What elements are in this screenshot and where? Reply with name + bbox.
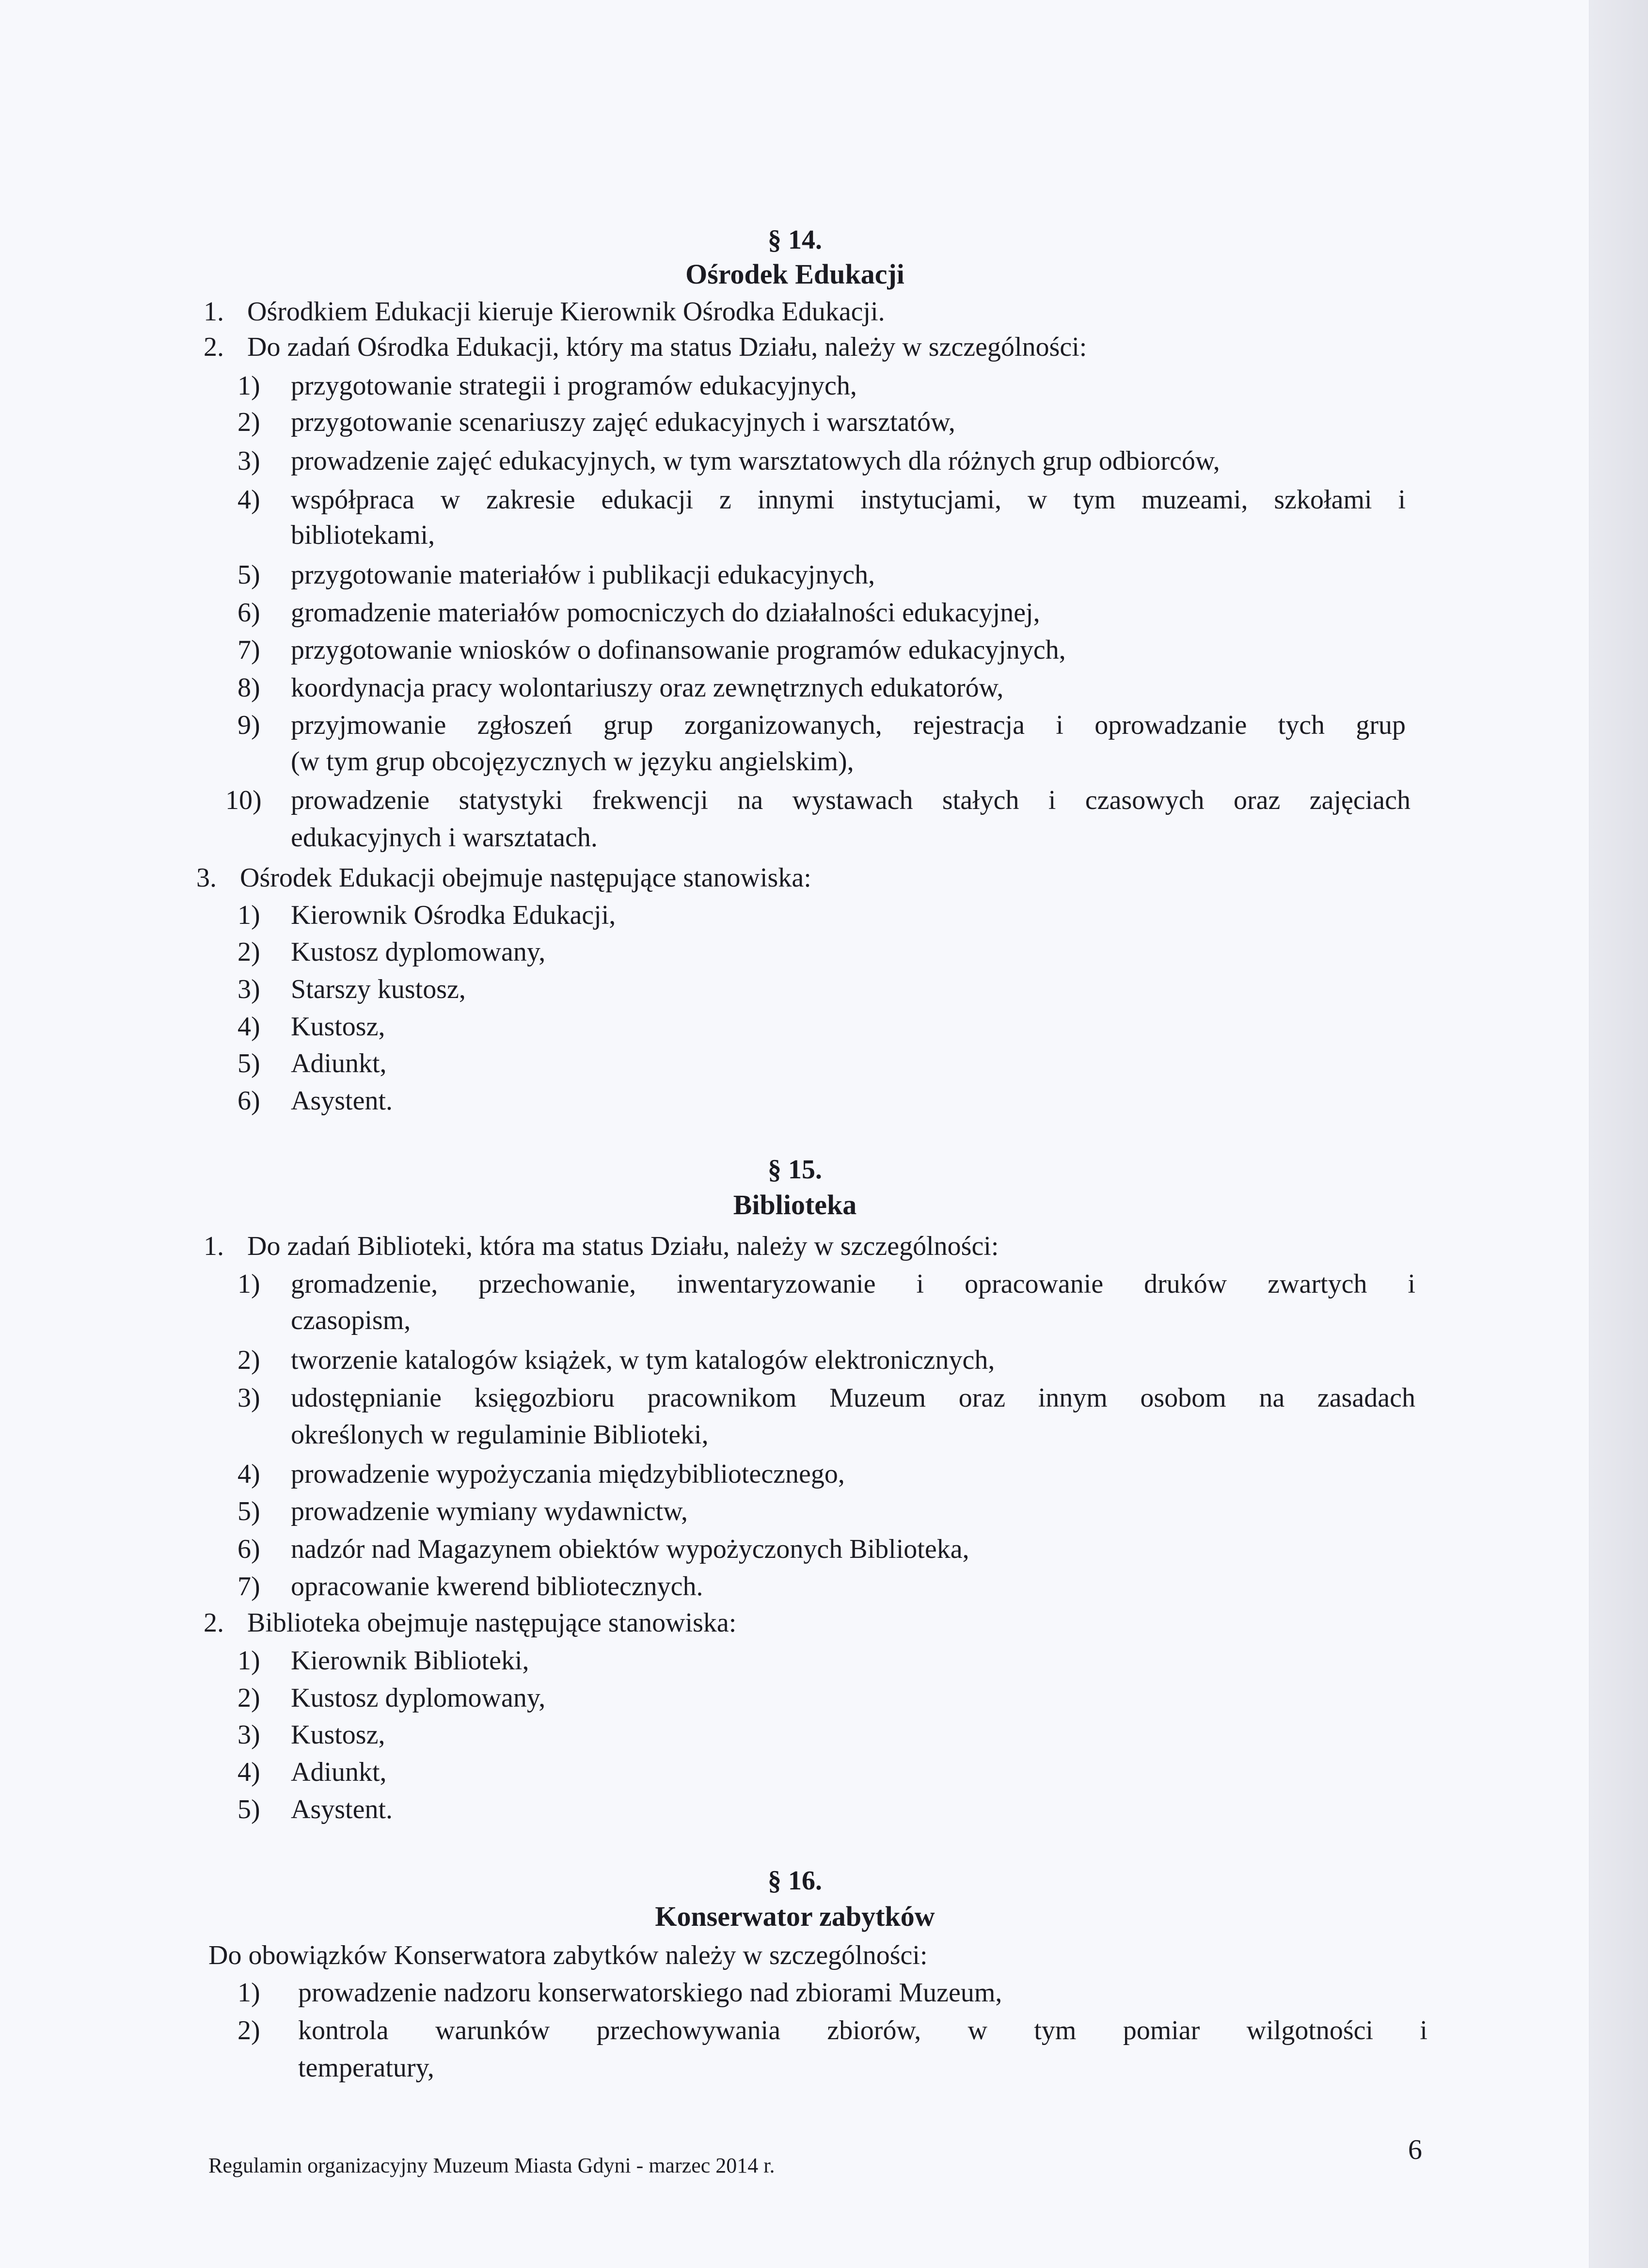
s15-position-5-text: Asystent. — [291, 1794, 393, 1824]
s14-point-3-text: Ośrodek Edukacji obejmuje następujące stanowiska: — [240, 863, 811, 893]
footer-text: Regulamin organizacyjny Muzeum Miasta Gdyni - marzec 2014 r. — [208, 2154, 775, 2177]
s15-position-3-text: Kustosz, — [291, 1720, 385, 1750]
s15-position-2-number: 2) — [238, 1683, 260, 1713]
s15-position-4-number: 4) — [238, 1757, 260, 1787]
s14-task-7-text: przygotowanie wniosków o dofinansowanie programów edukacyjnych, — [291, 635, 1066, 665]
s14-task-2-text: przygotowanie scenariuszy zajęć edukacyjnych i warsztatów, — [291, 407, 955, 437]
s14-task-7-number: 7) — [238, 635, 260, 665]
s14-task-2-number: 2) — [238, 407, 260, 437]
s14-task-8-number: 8) — [238, 673, 260, 703]
s14-task-6-text: gromadzenie materiałów pomocniczych do działalności edukacyjnej, — [291, 598, 1040, 628]
s15-task-4-number: 4) — [238, 1459, 260, 1489]
s15-task-3-text-line-2: określonych w regulaminie Biblioteki, — [291, 1420, 709, 1450]
s14-task-10-number: 10) — [225, 785, 262, 815]
s15-task-7-text: opracowanie kwerend bibliotecznych. — [291, 1571, 703, 1602]
s15-task-5-text: prowadzenie wymiany wydawnictw, — [291, 1496, 688, 1526]
s14-task-9-text-line-1: przyjmowanie zgłoszeń grup zorganizowanych, rejestracja i oprowadzanie tych grup — [291, 710, 1406, 740]
section-16-number: § 16. — [768, 1866, 822, 1896]
s15-task-5-number: 5) — [238, 1496, 260, 1526]
s15-position-5-number: 5) — [238, 1794, 260, 1824]
s14-task-4-text-line-1: współpraca w zakresie edukacji z innymi instytucjami, w tym muzeami, szkołami i — [291, 485, 1406, 515]
page-number: 6 — [1408, 2134, 1422, 2165]
s14-task-5-number: 5) — [238, 560, 260, 590]
s14-task-6-number: 6) — [238, 598, 260, 628]
s14-task-1-text: przygotowanie strategii i programów edukacyjnych, — [291, 371, 857, 401]
section-16-title: Konserwator zabytków — [655, 1901, 935, 1932]
s16-intro-text: Do obowiązków Konserwatora zabytków należy w szczególności: — [208, 1940, 928, 1970]
s14-position-4-number: 4) — [238, 1012, 260, 1042]
s15-task-4-text: prowadzenie wypożyczania międzybibliotecznego, — [291, 1459, 845, 1489]
s16-task-1-text: prowadzenie nadzoru konserwatorskiego nad zbiorami Muzeum, — [298, 1978, 1002, 2008]
s15-task-1-text-line-2: czasopism, — [291, 1305, 411, 1335]
s14-position-6-text: Asystent. — [291, 1086, 393, 1116]
s15-task-6-text: nadzór nad Magazynem obiektów wypożyczonych Biblioteka, — [291, 1534, 969, 1564]
s15-point-2-number: 2. — [204, 1608, 224, 1638]
s14-task-3-text: prowadzenie zajęć edukacyjnych, w tym warsztatowych dla różnych grup odbiorców, — [291, 446, 1220, 476]
s14-point-1-number: 1. — [204, 297, 224, 327]
s16-task-2-text-line-1: kontrola warunków przechowywania zbiorów, w tym pomiar wilgotności i — [298, 2015, 1427, 2046]
s14-position-3-text: Starszy kustosz, — [291, 974, 466, 1004]
s15-position-1-number: 1) — [238, 1646, 260, 1676]
s15-task-6-number: 6) — [238, 1534, 260, 1564]
s15-task-2-text: tworzenie katalogów książek, w tym katalogów elektronicznych, — [291, 1345, 995, 1375]
s14-position-1-number: 1) — [238, 900, 260, 930]
s16-task-2-number: 2) — [238, 2015, 260, 2046]
s14-position-2-number: 2) — [238, 937, 260, 967]
page-right-edge — [1590, 0, 1648, 2268]
s14-point-3-number: 3. — [196, 863, 217, 893]
s14-task-9-text-line-2: (w tym grup obcojęzycznych w języku angielskim), — [291, 746, 854, 777]
s15-task-1-number: 1) — [238, 1269, 260, 1299]
s14-task-10-text-line-1: prowadzenie statystyki frekwencji na wystawach stałych i czasowych oraz zajęciach — [291, 785, 1410, 815]
s16-task-2-text-line-2: temperatury, — [298, 2053, 434, 2083]
s14-task-4-text-line-2: bibliotekami, — [291, 520, 435, 550]
s15-task-1-text-line-1: gromadzenie, przechowanie, inwentaryzowanie i opracowanie druków zwartych i — [291, 1269, 1415, 1299]
s14-position-3-number: 3) — [238, 974, 260, 1004]
section-15-title: Biblioteka — [733, 1189, 857, 1221]
s14-task-4-number: 4) — [238, 485, 260, 515]
s15-position-4-text: Adiunkt, — [291, 1757, 387, 1787]
s14-position-6-number: 6) — [238, 1086, 260, 1116]
s14-position-1-text: Kierownik Ośrodka Edukacji, — [291, 900, 616, 930]
s15-task-3-number: 3) — [238, 1383, 260, 1413]
s15-point-2-text: Biblioteka obejmuje następujące stanowiska: — [247, 1608, 737, 1638]
s15-task-7-number: 7) — [238, 1571, 260, 1602]
s14-position-2-text: Kustosz dyplomowany, — [291, 937, 546, 967]
s15-position-1-text: Kierownik Biblioteki, — [291, 1646, 529, 1676]
s15-task-2-number: 2) — [238, 1345, 260, 1375]
s15-task-3-text-line-1: udostępnianie księgozbioru pracownikom Muzeum oraz innym osobom na zasadach — [291, 1383, 1415, 1413]
s14-position-4-text: Kustosz, — [291, 1012, 385, 1042]
s14-task-5-text: przygotowanie materiałów i publikacji edukacyjnych, — [291, 560, 875, 590]
section-15-number: § 15. — [768, 1155, 822, 1185]
s14-position-5-number: 5) — [238, 1048, 260, 1078]
s14-task-10-text-line-2: edukacyjnych i warsztatach. — [291, 823, 598, 853]
s14-point-2-text: Do zadań Ośrodka Edukacji, który ma status Działu, należy w szczególności: — [247, 332, 1087, 362]
s14-task-8-text: koordynacja pracy wolontariuszy oraz zewnętrznych edukatorów, — [291, 673, 1004, 703]
s14-task-1-number: 1) — [238, 371, 260, 401]
s14-point-2-number: 2. — [204, 332, 224, 362]
section-14-title: Ośrodek Edukacji — [685, 258, 904, 290]
s14-task-9-number: 9) — [238, 710, 260, 740]
s14-position-5-text: Adiunkt, — [291, 1048, 387, 1078]
section-14-number: § 14. — [768, 225, 822, 255]
s15-point-1-text: Do zadań Biblioteki, która ma status Działu, należy w szczególności: — [247, 1231, 999, 1261]
s16-task-1-number: 1) — [238, 1978, 260, 2008]
s15-point-1-number: 1. — [204, 1231, 224, 1261]
s15-position-3-number: 3) — [238, 1720, 260, 1750]
s14-point-1-text: Ośrodkiem Edukacji kieruje Kierownik Ośrodka Edukacji. — [247, 297, 885, 327]
s15-position-2-text: Kustosz dyplomowany, — [291, 1683, 546, 1713]
s14-task-3-number: 3) — [238, 446, 260, 476]
